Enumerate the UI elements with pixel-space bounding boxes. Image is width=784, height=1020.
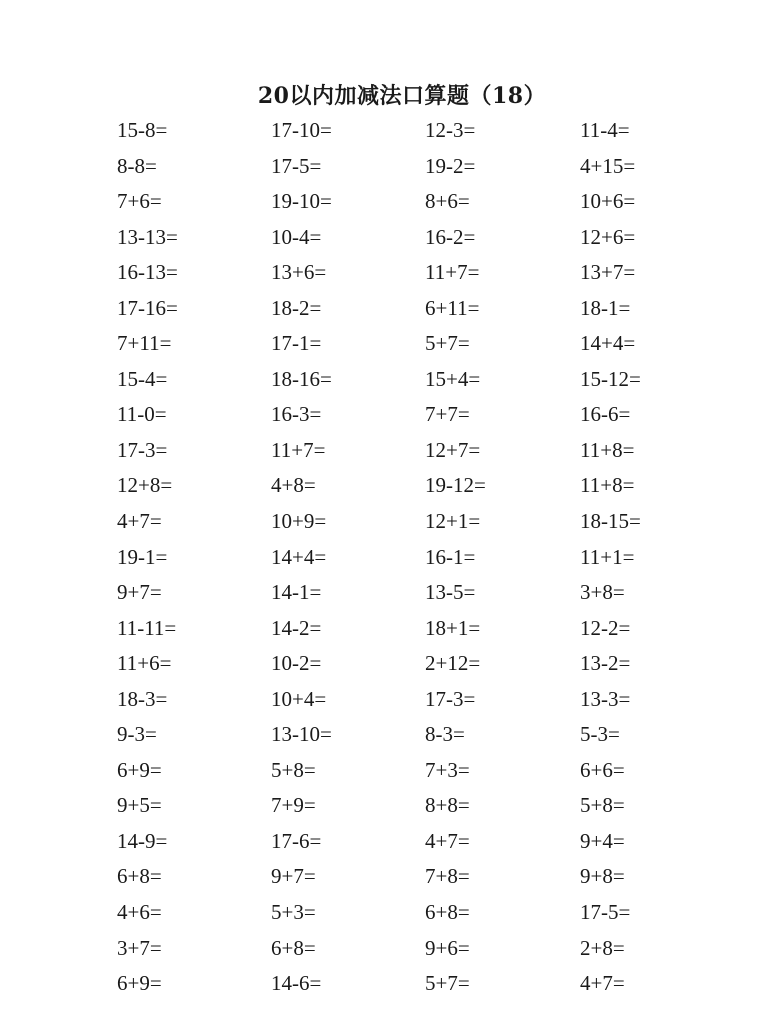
problem-item: 7+7= xyxy=(425,402,470,427)
problem-item: 6+9= xyxy=(117,757,162,782)
problem-item: 4+6= xyxy=(117,900,162,925)
problem-item: 5+7= xyxy=(425,331,470,356)
problem-item: 6+8= xyxy=(271,935,316,960)
problem-grid xyxy=(0,113,784,1002)
problem-item: 15+4= xyxy=(425,366,481,391)
problem-item: 14-1= xyxy=(271,580,322,605)
problem-item: 7+9= xyxy=(271,793,316,818)
problem-row xyxy=(0,362,784,398)
problem-row xyxy=(0,291,784,327)
problem-item: 14+4= xyxy=(580,331,636,356)
problem-row xyxy=(0,931,784,967)
problem-item: 6+8= xyxy=(425,900,470,925)
problem-item: 13-2= xyxy=(580,651,631,676)
problem-item: 5+8= xyxy=(580,793,625,818)
problem-item: 16-2= xyxy=(425,224,476,249)
problem-item: 14+4= xyxy=(271,544,327,569)
problem-row xyxy=(0,468,784,504)
problem-item: 11+6= xyxy=(117,651,172,676)
problem-item: 15-4= xyxy=(117,366,168,391)
problem-item: 4+15= xyxy=(580,153,636,178)
problem-item: 19-12= xyxy=(425,473,486,498)
problem-item: 16-13= xyxy=(117,260,178,285)
problem-item: 11+8= xyxy=(580,437,635,462)
problem-item: 9+4= xyxy=(580,828,625,853)
problem-row xyxy=(0,859,784,895)
problem-row xyxy=(0,824,784,860)
problem-item: 14-6= xyxy=(271,971,322,996)
problem-item: 9+5= xyxy=(117,793,162,818)
problem-row xyxy=(0,397,784,433)
problem-row xyxy=(0,895,784,931)
problem-item: 9+8= xyxy=(580,864,625,889)
problem-item: 16-1= xyxy=(425,544,476,569)
problem-item: 18-2= xyxy=(271,295,322,320)
problem-item: 12+7= xyxy=(425,437,481,462)
problem-row xyxy=(0,220,784,256)
problem-item: 18-1= xyxy=(580,295,631,320)
problem-row xyxy=(0,540,784,576)
problem-item: 10+6= xyxy=(580,189,636,214)
problem-item: 15-12= xyxy=(580,366,641,391)
problem-item: 13+7= xyxy=(580,260,636,285)
problem-item: 14-9= xyxy=(117,828,168,853)
problem-item: 5+8= xyxy=(271,757,316,782)
problem-item: 15-8= xyxy=(117,118,168,142)
problem-item: 12+6= xyxy=(580,224,636,249)
problem-item: 17-6= xyxy=(271,828,322,853)
problem-item: 12-3= xyxy=(425,118,476,142)
problem-item: 10+9= xyxy=(271,509,327,534)
problem-item: 8-8= xyxy=(117,153,157,178)
problem-item: 17-5= xyxy=(271,153,322,178)
problem-item: 10-2= xyxy=(271,651,322,676)
problem-item: 13-5= xyxy=(425,580,476,605)
problem-item: 11+7= xyxy=(425,260,480,285)
problem-row xyxy=(0,504,784,540)
problem-item: 12+8= xyxy=(117,473,173,498)
problem-row xyxy=(0,788,784,824)
problem-item: 13-3= xyxy=(580,686,631,711)
problem-item: 13+6= xyxy=(271,260,327,285)
problem-item: 6+8= xyxy=(117,864,162,889)
problem-row xyxy=(0,255,784,291)
problem-item: 17-16= xyxy=(117,295,178,320)
problem-item: 17-3= xyxy=(117,437,168,462)
problem-row xyxy=(0,433,784,469)
problem-item: 16-6= xyxy=(580,402,631,427)
problem-item: 5+7= xyxy=(425,971,470,996)
problem-item: 6+9= xyxy=(117,971,162,996)
problem-item: 6+11= xyxy=(425,295,480,320)
problem-item: 14-2= xyxy=(271,615,322,640)
problem-item: 5+3= xyxy=(271,900,316,925)
problem-item: 8-3= xyxy=(425,722,465,747)
problem-item: 18+1= xyxy=(425,615,481,640)
problem-item: 4+7= xyxy=(580,971,625,996)
problem-item: 8+6= xyxy=(425,189,470,214)
problem-item: 12+1= xyxy=(425,509,481,534)
problem-item: 10+4= xyxy=(271,686,327,711)
problem-item: 17-1= xyxy=(271,331,322,356)
problem-item: 11+1= xyxy=(580,544,635,569)
problem-item: 6+6= xyxy=(580,757,625,782)
problem-row xyxy=(0,149,784,185)
problem-item: 4+7= xyxy=(425,828,470,853)
problem-item: 17-10= xyxy=(271,118,332,142)
problem-row xyxy=(0,611,784,647)
problem-item: 2+12= xyxy=(425,651,481,676)
problem-item: 13-10= xyxy=(271,722,332,747)
problem-item: 18-15= xyxy=(580,509,641,534)
problem-item: 11-11= xyxy=(117,615,177,640)
problem-item: 10-4= xyxy=(271,224,322,249)
problem-item: 11-0= xyxy=(117,402,167,427)
worksheet-title: 20以内加减法口算题（18） xyxy=(257,83,547,109)
problem-item: 11-4= xyxy=(580,118,630,142)
problem-item: 8+8= xyxy=(425,793,470,818)
problem-item: 19-1= xyxy=(117,544,168,569)
problem-row xyxy=(0,682,784,718)
problem-item: 19-2= xyxy=(425,153,476,178)
problem-item: 11+7= xyxy=(271,437,326,462)
problem-row xyxy=(0,184,784,220)
problem-row xyxy=(0,113,784,149)
problem-row xyxy=(0,753,784,789)
problem-row xyxy=(0,717,784,753)
problem-row xyxy=(0,966,784,1002)
problem-item: 7+6= xyxy=(117,189,162,214)
problem-row xyxy=(0,575,784,611)
problem-item: 9+7= xyxy=(117,580,162,605)
problem-item: 9+6= xyxy=(425,935,470,960)
problem-row xyxy=(0,646,784,682)
problem-item: 3+7= xyxy=(117,935,162,960)
problem-item: 3+8= xyxy=(580,580,625,605)
problem-item: 4+8= xyxy=(271,473,316,498)
problem-item: 4+7= xyxy=(117,509,162,534)
problem-item: 18-3= xyxy=(117,686,168,711)
problem-item: 12-2= xyxy=(580,615,631,640)
problem-item: 16-3= xyxy=(271,402,322,427)
problem-item: 19-10= xyxy=(271,189,332,214)
problem-item: 7+11= xyxy=(117,331,172,356)
problem-item: 9-3= xyxy=(117,722,157,747)
problem-item: 18-16= xyxy=(271,366,332,391)
problem-item: 9+7= xyxy=(271,864,316,889)
problem-row xyxy=(0,326,784,362)
problem-item: 7+8= xyxy=(425,864,470,889)
problem-item: 13-13= xyxy=(117,224,178,249)
problem-item: 17-5= xyxy=(580,900,631,925)
problem-item: 11+8= xyxy=(580,473,635,498)
problem-item: 7+3= xyxy=(425,757,470,782)
problem-item: 17-3= xyxy=(425,686,476,711)
problem-item: 2+8= xyxy=(580,935,625,960)
problem-item: 5-3= xyxy=(580,722,620,747)
